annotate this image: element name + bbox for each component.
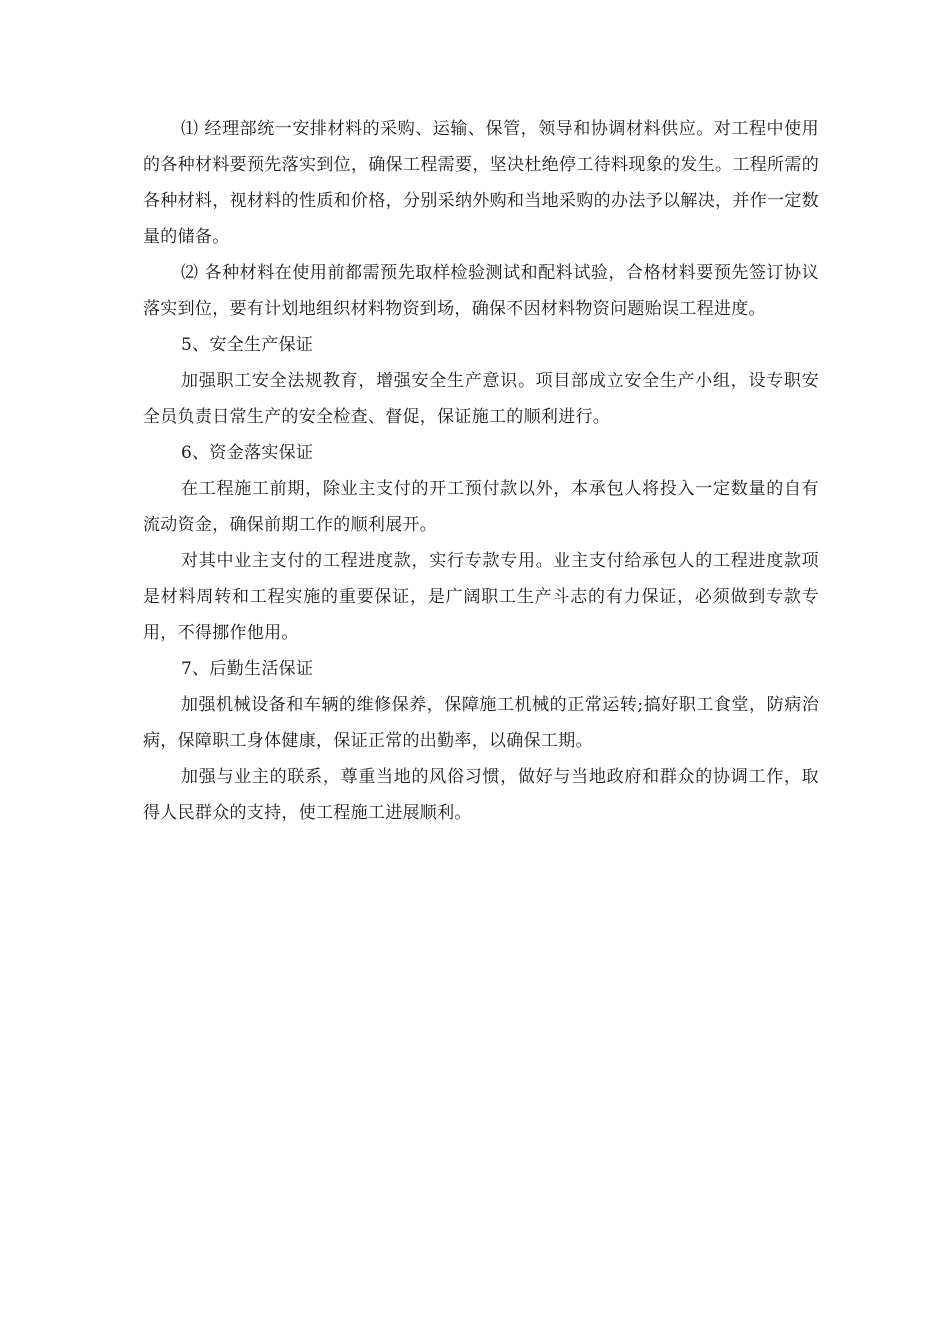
para-logistics-2: 加强与业主的联系，尊重当地的风俗习惯，做好与当地政府和群众的协调工作，取得人民群众的支持，使工程施工进展顺利。 <box>143 767 819 823</box>
heading-funds: 6、资金落实保证 <box>181 443 314 463</box>
heading-safety: 5、安全生产保证 <box>181 335 314 355</box>
para-funds-2: 对其中业主支付的工程进度款，实行专款专用。业主支付给承包人的工程进度款项是材料周转和工程实施的重要保证，是广阔职工生产斗志的有力保证，必须做到专款专用，不得挪作他用。 <box>143 551 819 643</box>
para-materials-1: ⑴ 经理部统一安排材料的采购、运输、保管，领导和协调材料供应。对工程中使用的各种材料要预先落实到位，确保工程需要，坚决杜绝停工待料现象的发生。工程所需的各种材料，视材料的性质和价格，分别采纳外购和当地采购的办法予以解决，并作一定数量的储备。 <box>143 119 819 247</box>
para-funds-1: 在工程施工前期，除业主支付的开工预付款以外，本承包人将投入一定数量的自有流动资金，确保前期工作的顺利展开。 <box>143 479 819 535</box>
para-logistics-1: 加强机械设备和车辆的维修保养，保障施工机械的正常运转;搞好职工食堂，防病治病，保障职工身体健康，保证正常的出勤率，以确保工期。 <box>143 695 819 751</box>
document-body <box>143 111 819 831</box>
heading-logistics: 7、后勤生活保证 <box>181 659 314 679</box>
para-safety: 加强职工安全法规教育，增强安全生产意识。项目部成立安全生产小组，设专职安全员负责日常生产的安全检查、督促，保证施工的顺利进行。 <box>143 371 819 427</box>
para-materials-2: ⑵ 各种材料在使用前都需预先取样检验测试和配料试验，合格材料要预先签订协议落实到位，要有计划地组织材料物资到场，确保不因材料物资问题贻误工程进度。 <box>143 263 819 319</box>
